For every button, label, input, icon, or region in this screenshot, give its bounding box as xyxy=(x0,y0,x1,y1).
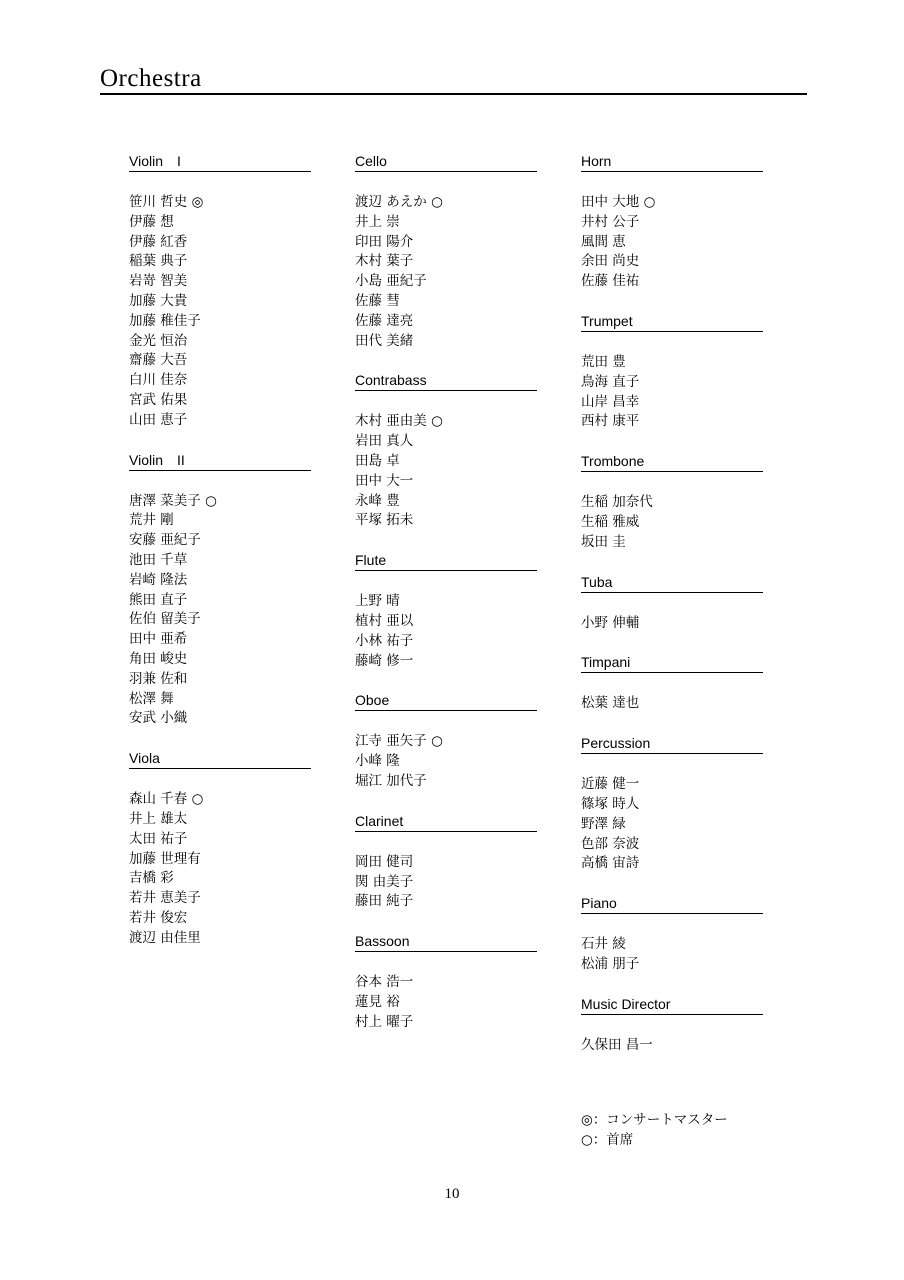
member-name: 坂田 圭 xyxy=(581,533,626,550)
member-list xyxy=(581,493,763,552)
member-name: 佐藤 彗 xyxy=(355,292,400,309)
member-list xyxy=(129,193,311,431)
member-name: 蓮見 裕 xyxy=(355,993,400,1010)
section-heading: Oboe xyxy=(355,691,537,711)
section-gap xyxy=(355,351,537,371)
member-name: 佐藤 達亮 xyxy=(355,312,414,329)
member-name: 井上 崇 xyxy=(355,213,400,230)
section-gap xyxy=(581,553,763,573)
legend-concertmaster: ◎：コンサートマスター xyxy=(581,1112,728,1128)
member-name: 渡辺 由佳里 xyxy=(129,929,201,946)
section-gap xyxy=(129,431,311,451)
member-name: 加藤 大貴 xyxy=(129,292,188,309)
member-name: 小林 祐子 xyxy=(355,632,414,649)
section-clarinet xyxy=(355,812,537,912)
section-music-director xyxy=(581,995,763,1056)
section-trombone xyxy=(581,452,763,552)
member-name: 木村 亜由美 ○ xyxy=(355,413,443,430)
member-name: 渡辺 あえか ○ xyxy=(355,194,443,210)
member-name: 熊田 直子 xyxy=(129,591,188,608)
legend-principal: ○：首席 xyxy=(581,1132,634,1148)
member-name: 佐藤 佳祐 xyxy=(581,273,640,290)
member-list xyxy=(581,193,763,292)
member-name: 荒井 剛 xyxy=(129,512,174,529)
member-list xyxy=(355,732,537,791)
member-name: 近藤 健一 xyxy=(581,776,640,793)
member-name: 生稲 雅威 xyxy=(581,513,640,530)
member-list xyxy=(355,412,537,531)
member-name: 安武 小織 xyxy=(129,710,188,727)
section-heading: Contrabass xyxy=(355,371,537,391)
member-name: 藤崎 修一 xyxy=(355,652,414,669)
member-name: 上野 晴 xyxy=(355,593,400,610)
member-name: 佐伯 留美子 xyxy=(129,611,201,628)
member-name: 高橋 宙詩 xyxy=(581,855,640,872)
section-tuba xyxy=(581,573,763,634)
section-heading: Piano xyxy=(581,894,763,914)
member-name: 加藤 稚佳子 xyxy=(129,312,201,329)
member-name: 植村 亜以 xyxy=(355,612,414,629)
member-name: 角田 峻史 xyxy=(129,650,188,667)
member-name: 井村 公子 xyxy=(581,213,640,230)
page-title: Orchestra xyxy=(100,64,807,95)
member-name: 木村 葉子 xyxy=(355,253,414,270)
member-name: 荒田 豊 xyxy=(581,353,626,370)
section-contrabass xyxy=(355,371,537,531)
section-gap xyxy=(355,531,537,551)
member-name: 永峰 豊 xyxy=(355,492,400,509)
member-list xyxy=(581,614,763,634)
member-name: 山岸 昌幸 xyxy=(581,393,640,410)
member-name: 金光 恒治 xyxy=(129,332,188,349)
member-name: 篠塚 時人 xyxy=(581,795,640,812)
member-name: 印田 陽介 xyxy=(355,233,414,250)
member-name: 西村 康平 xyxy=(581,413,640,430)
section-heading: Flute xyxy=(355,551,537,571)
section-heading: Percussion xyxy=(581,734,763,754)
section-gap xyxy=(581,432,763,452)
member-name: 江寺 亜矢子 ○ xyxy=(355,733,443,750)
member-name: 松澤 舞 xyxy=(129,690,174,707)
section-heading: Bassoon xyxy=(355,932,537,952)
section-heading: Trombone xyxy=(581,452,763,472)
section-viola xyxy=(129,749,311,948)
member-name: 野澤 緑 xyxy=(581,815,626,832)
member-list xyxy=(355,592,537,671)
member-name: 若井 恵美子 xyxy=(129,890,201,907)
member-name: 若井 俊宏 xyxy=(129,909,188,926)
member-name: 谷本 浩一 xyxy=(355,974,414,991)
section-heading: Music Director xyxy=(581,995,763,1015)
section-gap xyxy=(581,292,763,312)
section-heading: Horn xyxy=(581,152,763,172)
member-name: 色部 奈波 xyxy=(581,835,640,852)
section-heading: Trumpet xyxy=(581,312,763,332)
member-name: 関 由美子 xyxy=(355,873,414,890)
member-name: 宮武 佑果 xyxy=(129,391,188,408)
section-horn xyxy=(581,152,763,292)
section-gap xyxy=(355,671,537,691)
section-heading: Cello xyxy=(355,152,537,172)
member-list xyxy=(355,973,537,1032)
member-list xyxy=(581,775,763,874)
member-name: 藤田 純子 xyxy=(355,893,414,910)
member-name: 加藤 世理有 xyxy=(129,850,201,867)
section-piano xyxy=(581,894,763,975)
member-name: 堀江 加代子 xyxy=(355,772,427,789)
legend xyxy=(581,1110,728,1150)
section-bassoon xyxy=(355,932,537,1032)
section-heading: Tuba xyxy=(581,573,763,593)
column-2 xyxy=(355,152,537,1033)
member-name: 笹川 哲史 ◎ xyxy=(129,194,204,210)
member-name: 田代 美緒 xyxy=(355,332,414,349)
member-name: 田島 卓 xyxy=(355,452,400,469)
member-name: 松浦 朋子 xyxy=(581,955,640,972)
section-gap xyxy=(355,912,537,932)
member-name: 村上 曜子 xyxy=(355,1013,414,1030)
member-name: 余田 尚史 xyxy=(581,253,640,270)
section-violin-ii xyxy=(129,451,311,730)
member-name: 齋藤 大吾 xyxy=(129,352,188,369)
member-name: 田中 大地 ○ xyxy=(581,194,656,210)
member-name: 井上 雄太 xyxy=(129,810,188,827)
section-gap xyxy=(581,714,763,734)
member-list xyxy=(355,193,537,351)
member-list xyxy=(581,1036,763,1056)
section-heading: Timpani xyxy=(581,653,763,673)
member-list xyxy=(129,790,311,948)
member-name: 風間 恵 xyxy=(581,233,626,250)
member-list xyxy=(355,853,537,912)
member-name: 久保田 昌一 xyxy=(581,1036,653,1053)
member-name: 森山 千春 ○ xyxy=(129,791,204,808)
member-name: 伊藤 想 xyxy=(129,213,174,230)
member-name: 松葉 達也 xyxy=(581,695,640,712)
section-gap xyxy=(129,729,311,749)
member-name: 白川 佳奈 xyxy=(129,372,188,389)
member-name: 小島 亜紀子 xyxy=(355,273,427,290)
member-name: 岩崎 隆法 xyxy=(129,571,188,588)
member-name: 安藤 亜紀子 xyxy=(129,532,201,549)
member-name: 岩田 真人 xyxy=(355,433,414,450)
member-name: 鳥海 直子 xyxy=(581,373,640,390)
member-name: 岡田 健司 xyxy=(355,853,414,870)
section-violin-i xyxy=(129,152,311,431)
section-gap xyxy=(581,975,763,995)
member-name: 吉橋 彩 xyxy=(129,870,174,887)
member-name: 岩嵜 智美 xyxy=(129,273,188,290)
member-name: 池田 千草 xyxy=(129,551,188,568)
member-name: 生稲 加奈代 xyxy=(581,494,653,511)
column-3 xyxy=(581,152,763,1056)
member-list xyxy=(581,935,763,975)
section-timpani xyxy=(581,653,763,714)
member-name: 平塚 拓未 xyxy=(355,512,414,529)
member-list xyxy=(129,492,311,730)
member-name: 伊藤 紅香 xyxy=(129,233,188,250)
section-oboe xyxy=(355,691,537,791)
member-name: 小野 伸輔 xyxy=(581,614,640,631)
member-name: 田中 大一 xyxy=(355,472,414,489)
member-list xyxy=(581,353,763,432)
member-name: 唐澤 菜美子 ○ xyxy=(129,492,217,509)
section-gap xyxy=(355,792,537,812)
section-cello xyxy=(355,152,537,351)
member-name: 田中 亜希 xyxy=(129,631,188,648)
member-name: 羽兼 佐和 xyxy=(129,670,188,687)
member-name: 太田 祐子 xyxy=(129,830,188,847)
section-flute xyxy=(355,551,537,671)
page-number: 10 xyxy=(444,1186,460,1202)
column-1 xyxy=(129,152,311,949)
section-gap xyxy=(581,874,763,894)
section-heading: Clarinet xyxy=(355,812,537,832)
member-name: 小峰 隆 xyxy=(355,753,400,770)
member-name: 石井 綾 xyxy=(581,936,626,953)
section-heading: Violin II xyxy=(129,451,311,471)
member-name: 山田 恵子 xyxy=(129,411,188,428)
section-gap xyxy=(581,633,763,653)
section-trumpet xyxy=(581,312,763,432)
member-list xyxy=(581,694,763,714)
section-heading: Violin I xyxy=(129,152,311,172)
section-heading: Viola xyxy=(129,749,311,769)
member-name: 稲葉 典子 xyxy=(129,253,188,270)
section-percussion xyxy=(581,734,763,874)
